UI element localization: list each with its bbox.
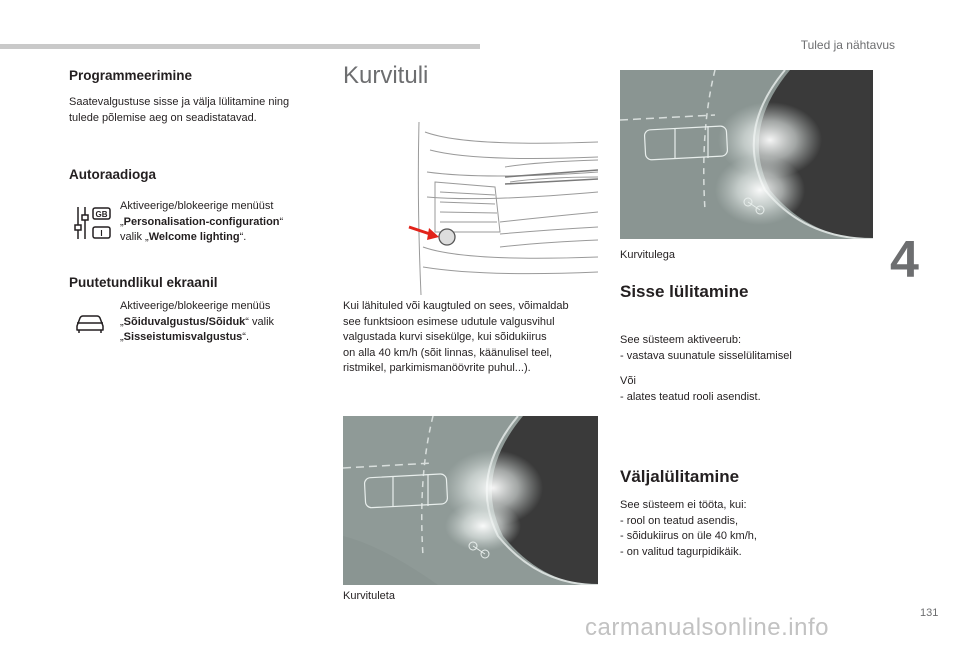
puutetundlik-line2-pre: „ xyxy=(120,315,124,328)
sisse-voi: Või xyxy=(620,375,636,387)
page-number: 131 xyxy=(920,607,939,619)
autoraadioga-line2-post: “ xyxy=(279,215,284,228)
valja-item-1: - rool on teatud asendis, xyxy=(620,514,739,527)
watermark: carmanualsonline.info xyxy=(585,614,829,641)
radio-label-gb: GB xyxy=(95,210,108,219)
valja-item-2: - sõidukiirus on üle 40 km/h, xyxy=(620,530,757,542)
radio-settings-icon xyxy=(74,205,112,241)
sisse-item-1: - vastava suunatule sisselülitamisel xyxy=(620,349,792,362)
heading-programmeerimine: Programmeerimine xyxy=(69,68,193,83)
text-autoraadioga xyxy=(120,199,320,246)
autoraadioga-menu-name: Personalisation-configuration xyxy=(123,215,280,228)
header-bar xyxy=(0,44,480,49)
autoraadioga-option-name: Welcome lighting xyxy=(148,231,240,243)
puutetundlik-line3-post: “. xyxy=(242,331,250,343)
radio-label-i: I xyxy=(100,229,103,238)
valja-intro: See süsteem ei tööta, kui: xyxy=(620,499,747,511)
sisse-lulitamine-text xyxy=(620,333,880,405)
kurvituli-line5: ristmikel, parkimismanöövrite puhul...). xyxy=(343,362,531,374)
text-programmeerimine: Saatevalgustuse sisse ja välja lülitamine ning tulede põlemise aeg on seadistatavad. xyxy=(69,96,290,124)
autoraadioga-line2-pre: „ xyxy=(120,215,124,228)
sisse-item-2: - alates teatud rooli asendist. xyxy=(620,390,761,403)
caption-kurvitulega: Kurvitulega xyxy=(620,249,676,261)
heading-autoraadioga: Autoraadioga xyxy=(69,167,157,182)
kurvituli-line1: Kui lähituled või kaugtuled on sees, võimaldab xyxy=(343,300,569,312)
heading-sisse-lulitamine: Sisse lülitamine xyxy=(620,282,749,301)
text-puutetundlik xyxy=(120,299,320,346)
puutetundlik-menu-name: Sõiduvalgustus/Sõiduk xyxy=(123,315,246,328)
chapter-number: 4 xyxy=(890,231,919,289)
car-icon xyxy=(74,312,106,334)
front-bumper-illustration xyxy=(405,122,598,295)
autoraadioga-line1: Aktiveerige/blokeerige menüüst xyxy=(120,200,274,212)
valja-item-3: - on valitud tagurpidikäik. xyxy=(620,545,742,558)
heading-kurvituli: Kurvituli xyxy=(343,62,429,89)
puutetundlik-line1: Aktiveerige/blokeerige menüüs xyxy=(120,300,271,312)
illustration-with-cornering-light xyxy=(620,70,873,239)
illustration-without-cornering-light xyxy=(343,416,598,585)
heading-puutetundlik: Puutetundlikul ekraanil xyxy=(69,275,218,290)
puutetundlik-line3-pre: „ xyxy=(120,331,124,343)
sisse-intro: See süsteem aktiveerub: xyxy=(620,334,742,346)
autoraadioga-line3-pre: valik „ xyxy=(120,231,149,243)
autoraadioga-line3-post: “. xyxy=(239,231,247,243)
kurvituli-line4: on alla 40 km/h (sõit linnas, käänulisel teel, xyxy=(343,346,553,359)
kurvituli-line3: valgustada kurvi sisekülge, kui sõidukiirus xyxy=(343,331,547,343)
kurvituli-line2: see funktsioon esimese udutule valgusvihul xyxy=(343,315,555,328)
caption-kurvituleta: Kurvituleta xyxy=(343,590,395,602)
kurvituli-description xyxy=(343,299,603,377)
puutetundlik-line2-post: “ valik xyxy=(245,315,275,328)
valjalulitamine-text xyxy=(620,498,880,560)
heading-valjalulitamine: Väljalülitamine xyxy=(620,467,740,486)
puutetundlik-option-name: Sisseistumisvalgustus xyxy=(123,331,243,343)
